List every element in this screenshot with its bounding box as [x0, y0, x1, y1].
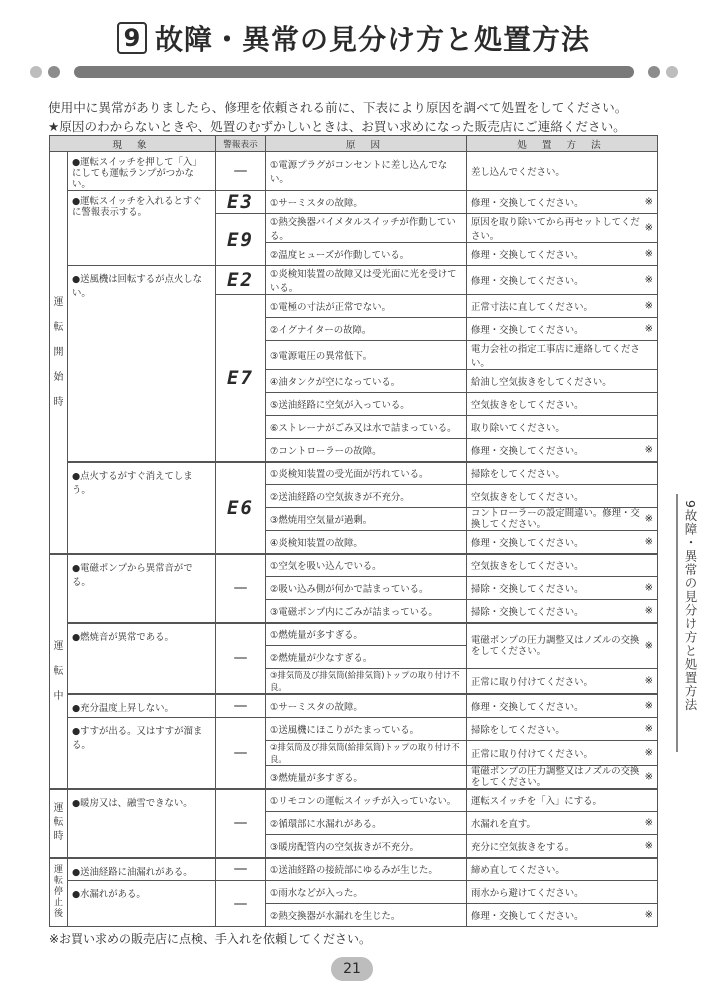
table-row	[50, 858, 658, 881]
category-label: 運 転 停 止 後	[53, 864, 63, 919]
cause-cell: ⑦コントローラーの故障。	[266, 439, 467, 462]
cause-cell: ①熱交換器バイメタルスイッチが作動している。	[266, 214, 467, 243]
alarm-cell: —	[216, 789, 266, 858]
cause-cell: ①電源プラグがコンセントに差し込んでない。	[266, 152, 467, 191]
symptom-cell: ●すすが出る。又はすすが溜まる。	[68, 717, 216, 789]
action-text: 修理・交換してください。	[471, 250, 584, 261]
note-mark: ※	[644, 605, 653, 617]
section-number: 9	[117, 22, 147, 54]
action-cell	[467, 600, 658, 623]
symptom-cell: ●運転スイッチを押して「入」にしても運転ランプがつかない。	[68, 152, 216, 191]
table-header-row	[50, 136, 658, 152]
action-cell	[467, 462, 658, 485]
action-cell	[467, 152, 658, 191]
action-text: 修理・交換してください。	[471, 701, 584, 713]
action-cell	[467, 266, 658, 295]
note-mark: ※	[644, 675, 653, 687]
action-cell	[467, 416, 658, 439]
symptom-cell: ●充分温度上昇しない。	[68, 694, 216, 717]
symptom-cell: ●水漏れがある。	[68, 881, 216, 927]
action-cell	[467, 740, 658, 765]
action-text: 差し込んでください。	[471, 167, 565, 178]
cause-cell: ③暖房配管内の空気抜きが不充分。	[266, 835, 467, 858]
note-mark: ※	[644, 196, 653, 208]
cause-cell: ①リモコンの運転スイッチが入っていない。	[266, 789, 467, 812]
alarm-cell: —	[216, 881, 266, 927]
note-mark: ※	[644, 323, 653, 335]
cause-cell: ③燃焼用空気量が過剰。	[266, 508, 467, 531]
deco-dot	[48, 66, 60, 78]
note-mark: ※	[644, 582, 653, 594]
cause-cell: ②熱交換器が水漏れを生じた。	[266, 904, 467, 927]
symptom-cell: ●送油経路に油漏れがある。	[68, 858, 216, 881]
cause-cell: ①送油経路の接続部にゆるみが生じた。	[266, 858, 467, 881]
alarm-cell: —	[216, 623, 266, 695]
action-text: 電磁ポンプの圧力調整又はノズルの交換をしてください。	[471, 765, 640, 788]
action-text: 掃除をしてください。	[471, 469, 565, 481]
cause-cell: ③電源電圧の異常低下。	[266, 341, 467, 370]
category-after	[50, 858, 68, 927]
alarm-code: E6	[216, 462, 266, 554]
symptom-cell: ●暖房又は、融雪できない。	[68, 789, 216, 858]
cause-cell: ①サーミスタの故障。	[266, 694, 467, 717]
cause-cell: ⑥ストレーナがごみ又は水で詰まっている。	[266, 416, 467, 439]
table-row	[50, 462, 658, 485]
cause-cell: ②排気筒及び排気筒(給排気筒)トップの取り付け不良。	[266, 740, 467, 765]
intro-text	[48, 98, 668, 136]
action-text: 正常に取り付けてください。	[471, 677, 593, 688]
note-mark: ※	[644, 747, 653, 758]
action-cell	[467, 835, 658, 858]
cause-cell: ②吸い込み側が何かで詰まっている。	[266, 577, 467, 600]
action-text: 修理・交換してください。	[471, 325, 584, 336]
note-mark: ※	[644, 300, 653, 312]
deco-bar	[74, 66, 634, 78]
page-header	[0, 18, 707, 64]
action-text: 掃除・交換してください。	[471, 606, 584, 618]
page-title: 故障・異常の見分け方と処置方法	[154, 23, 590, 56]
header-action: 処 置 方 法	[467, 136, 658, 152]
title-decoration	[30, 66, 678, 78]
action-text: 水漏れを直す。	[471, 819, 536, 830]
table-row	[50, 717, 658, 740]
alarm-code: E9	[216, 214, 266, 266]
action-text: 運転スイッチを「入」にする。	[471, 796, 602, 808]
cause-cell: ②イグナイターの故障。	[266, 318, 467, 341]
cause-cell: ①炎検知装置の故障又は受光面に光を受けている。	[266, 266, 467, 295]
cause-cell: ③排気筒及び排気筒(給排気筒)トップの取り付け不良。	[266, 669, 467, 695]
cause-cell: ①電極の寸法が正常でない。	[266, 295, 467, 318]
action-text: 空気抜きをしてください。	[471, 561, 584, 573]
action-text: 充分に空気抜きをする。	[471, 841, 575, 853]
symptom-cell: ●送風機は回転するが点火しない。	[68, 266, 216, 462]
action-text: 原因を取り除いてから再セットしてください。	[471, 217, 640, 242]
note-mark: ※	[644, 513, 653, 525]
action-text: コントローラーの設定間違い。修理・交換してください。	[471, 508, 640, 530]
action-text: 掃除をしてください。	[471, 724, 565, 736]
symptom-cell: ●燃焼音が異常である。	[68, 623, 216, 695]
action-cell	[467, 858, 658, 881]
deco-dot	[648, 66, 660, 78]
action-cell	[467, 508, 658, 531]
action-text: 空気抜きをしてください。	[471, 492, 584, 503]
symptom-cell: ●電磁ポンプから異常音がでる。	[68, 554, 216, 623]
action-text: 取り除いてください。	[471, 423, 565, 434]
action-cell	[467, 341, 658, 370]
deco-dot	[30, 66, 42, 78]
note-mark: ※	[644, 700, 653, 712]
table-row	[50, 694, 658, 717]
category-label: 運 転 時	[53, 803, 64, 842]
note-mark: ※	[644, 640, 653, 652]
alarm-cell: —	[216, 152, 266, 191]
action-cell	[467, 531, 658, 554]
table-row	[50, 152, 658, 191]
note-mark: ※	[644, 248, 653, 260]
action-cell	[467, 765, 658, 789]
action-text: 修理・交換してください。	[471, 537, 584, 549]
note-mark: ※	[644, 536, 653, 548]
category-label: 運 転 中	[53, 640, 64, 702]
cause-cell: ②燃焼量が少なすぎる。	[266, 646, 467, 669]
header-symptom: 現 象	[50, 136, 216, 152]
note-mark: ※	[644, 222, 653, 234]
intro-line-2: ★原因のわからないときや、処置のむずかしいときは、お買い求めになった販売店にご連絡ください。	[48, 119, 626, 134]
alarm-code: E7	[216, 295, 266, 462]
action-cell	[467, 214, 658, 243]
cause-cell: ③燃焼量が多すぎる。	[266, 765, 467, 789]
cause-cell: ①送風機にほこりがたまっている。	[266, 717, 467, 740]
alarm-code: E2	[216, 266, 266, 295]
alarm-cell: —	[216, 694, 266, 717]
action-cell	[467, 694, 658, 717]
note-mark: ※	[644, 840, 653, 852]
action-cell	[467, 669, 658, 695]
side-tab	[676, 494, 700, 752]
action-cell	[467, 577, 658, 600]
action-cell	[467, 485, 658, 508]
action-cell	[467, 812, 658, 835]
symptom-cell: ●運転スイッチを入れるとすぐに警報表示する。	[68, 191, 216, 266]
action-text: 締め直してください。	[471, 865, 565, 877]
table-row	[50, 623, 658, 646]
action-text: 給油し空気抜きをしてください。	[471, 377, 612, 388]
footnote: ※お買い求めの販売店に点検、手入れを依頼してください。	[49, 932, 372, 946]
table-row	[50, 554, 658, 577]
cause-cell: ①雨水などが入った。	[266, 881, 467, 904]
category-start	[50, 152, 68, 554]
note-mark: ※	[644, 909, 653, 921]
note-mark: ※	[644, 274, 653, 286]
intro-line-1: 使用中に異常がありましたら、修理を依頼される前に、下表により原因を調べて処置をしてください。	[48, 100, 628, 115]
alarm-cell: —	[216, 717, 266, 789]
action-cell	[467, 393, 658, 416]
action-cell	[467, 554, 658, 577]
cause-cell: ⑤送油経路に空気が入っている。	[266, 393, 467, 416]
action-text: 掃除・交換してください。	[471, 584, 584, 595]
action-cell	[467, 789, 658, 812]
page-number: 21	[331, 957, 373, 981]
action-text: 正常寸法に直してください。	[471, 302, 593, 313]
action-cell	[467, 881, 658, 904]
action-text: 修理・交換してください。	[471, 276, 584, 287]
action-cell	[467, 370, 658, 393]
title-wrap	[117, 18, 590, 58]
action-text: 電磁ポンプの圧力調整又はノズルの交換をしてください。	[471, 634, 640, 657]
action-text: 修理・交換してください。	[471, 198, 584, 209]
action-text: 修理・交換してください。	[471, 445, 584, 457]
cause-cell: ①サーミスタの故障。	[266, 191, 467, 214]
note-mark: ※	[644, 817, 653, 829]
table-row	[50, 266, 658, 295]
table-row	[50, 789, 658, 812]
cause-cell: ①空気を吸い込んでいる。	[266, 554, 467, 577]
action-text: 空気抜きをしてください。	[471, 400, 584, 411]
category-label: 運 転 開 始 時	[53, 296, 64, 408]
alarm-cell: —	[216, 858, 266, 881]
header-cause: 原 因	[266, 136, 467, 152]
action-text: 雨水から避けてください。	[471, 888, 584, 899]
alarm-cell: —	[216, 554, 266, 623]
action-text: 修理・交換してください。	[471, 911, 584, 922]
troubleshooting-table	[49, 135, 658, 927]
cause-cell: ③電磁ポンプ内にごみが詰まっている。	[266, 600, 467, 623]
cause-cell: ④油タンクが空になっている。	[266, 370, 467, 393]
symptom-cell: ●点火するがすぐ消えてしまう。	[68, 462, 216, 554]
action-cell	[467, 623, 658, 669]
cause-cell: ②温度ヒューズが作動している。	[266, 243, 467, 266]
side-tab-label: 9故障・異常の見分け方と処置方法	[683, 500, 698, 712]
action-cell	[467, 439, 658, 462]
table-row	[50, 191, 658, 214]
action-cell	[467, 717, 658, 740]
deco-dot	[666, 66, 678, 78]
action-cell	[467, 191, 658, 214]
action-cell	[467, 295, 658, 318]
cause-cell: ②循環部に水漏れがある。	[266, 812, 467, 835]
table-row	[50, 881, 658, 904]
action-cell	[467, 318, 658, 341]
action-text: 電力会社の指定工事店に連絡してください。	[471, 344, 640, 369]
note-mark: ※	[644, 444, 653, 456]
cause-cell: ①炎検知装置の受光面が汚れている。	[266, 462, 467, 485]
action-text: 正常に取り付けてください。	[471, 748, 593, 760]
note-mark: ※	[644, 723, 653, 734]
alarm-code: E3	[216, 191, 266, 214]
action-cell	[467, 904, 658, 927]
cause-cell: ④炎検知装置の故障。	[266, 531, 467, 554]
note-mark: ※	[644, 771, 653, 782]
action-cell	[467, 243, 658, 266]
cause-cell: ②送油経路の空気抜きが不充分。	[266, 485, 467, 508]
cause-cell: ①燃焼量が多すぎる。	[266, 623, 467, 646]
category-running	[50, 554, 68, 789]
header-alarm: 警報表示	[216, 136, 266, 152]
category-during	[50, 789, 68, 858]
